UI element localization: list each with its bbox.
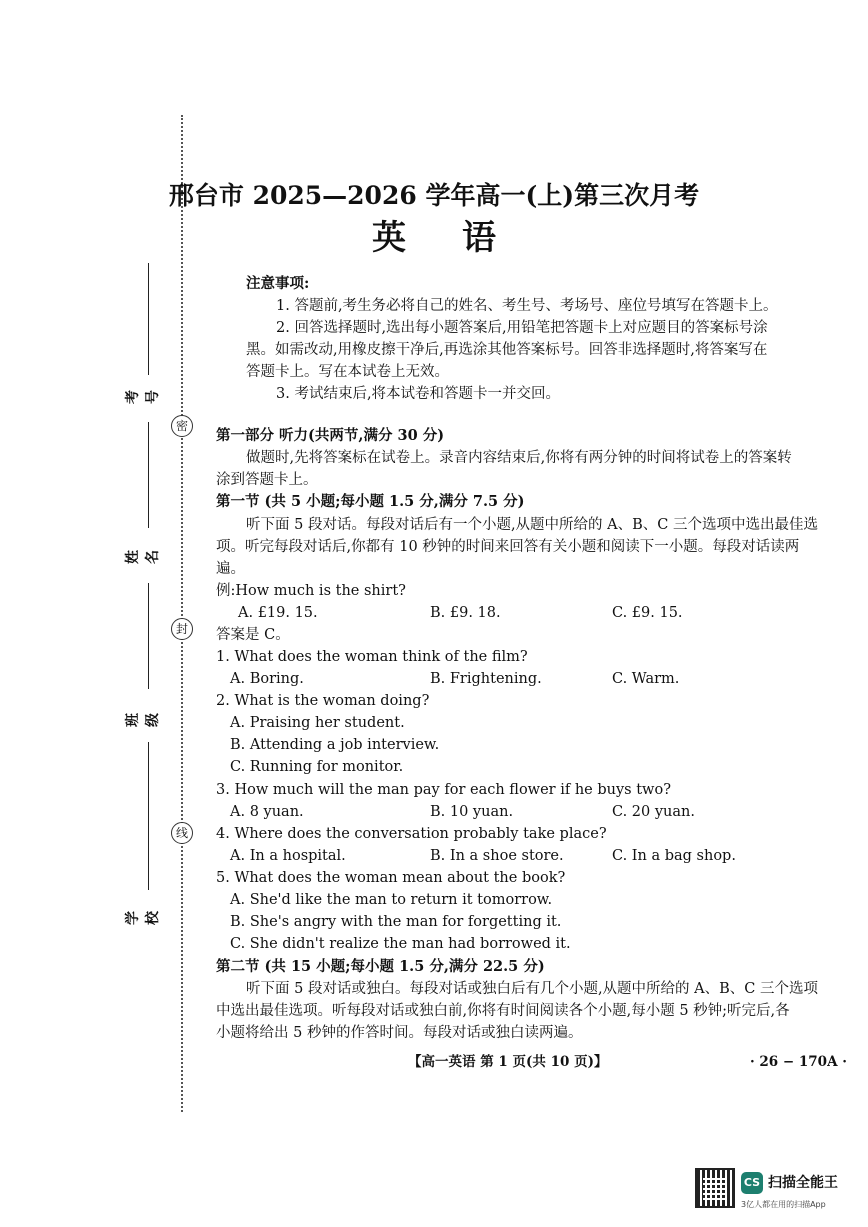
part1-intro: 做题时,先将答案标在试卷上。录音内容结束后,你将有两分钟的时间将试卷上的答案转 (246, 450, 792, 466)
question-4-option-b: B. In a shoe store. (430, 848, 564, 864)
question-2-option-b: B. Attending a job interview. (230, 737, 440, 753)
example-question: 例:How much is the shirt? (216, 583, 406, 599)
question-4-option-a: A. In a hospital. (230, 848, 346, 864)
exam-number-line (148, 263, 149, 375)
name-label: 姓名 (125, 550, 161, 564)
question-2-option-c: C. Running for monitor. (230, 759, 404, 775)
paper-code: · 26 − 170A · (750, 1054, 847, 1070)
section2-intro-end: 小题将给出 5 秒钟的作答时间。每段对话或独白读两遍。 (216, 1025, 583, 1041)
notice-heading: 注意事项: (246, 275, 310, 292)
example-option-b: B. £9. 18. (430, 605, 501, 621)
exam-title: 邢台市 2025—2026 学年高一(上)第三次月考 (168, 181, 700, 210)
example-option-a: A. £19. 15. (238, 605, 318, 621)
class-line (148, 583, 149, 689)
name-line (148, 422, 149, 528)
section2-heading: 第二节 (共 15 小题;每小题 1.5 分,满分 22.5 分) (216, 958, 545, 975)
question-5-option-c: C. She didn't realize the man had borrowed it. (230, 936, 571, 952)
section2-intro-cont: 中选出最佳选项。听每段对话或独白前,你将有时间阅读各个小题,每小题 5 秒钟;听完后,各 (216, 1003, 790, 1019)
subject-title: 英语 (372, 218, 552, 258)
binding-dotted-line (181, 115, 183, 1112)
notice-item-2-end: 答题卡上。写在本试卷上无效。 (246, 364, 449, 380)
question-3-option-a: A. 8 yuan. (230, 804, 304, 820)
class-label: 班级 (125, 713, 161, 727)
school-label: 学校 (125, 911, 161, 925)
section1-heading: 第一节 (共 5 小题;每小题 1.5 分,满分 7.5 分) (216, 493, 525, 510)
camscanner-slogan: 3亿人都在用的扫描App (741, 1200, 826, 1209)
question-5-option-a: A. She'd like the man to return it tomorrow. (230, 892, 553, 908)
camscanner-name: 扫描全能王 (768, 1175, 838, 1191)
section1-intro-cont: 项。听完每段对话后,你都有 10 秒钟的时间来回答有关小题和阅读下一小题。每段对话读两 (216, 539, 800, 555)
question-2-option-a: A. Praising her student. (230, 715, 405, 731)
question-1-option-b: B. Frightening. (430, 671, 542, 687)
notice-item-1: 1. 答题前,考生务必将自己的姓名、考生号、考场号、座位号填写在答题卡上。 (276, 298, 778, 314)
section1-intro-end: 遍。 (216, 561, 245, 577)
example-option-c: C. £9. 15. (612, 605, 683, 621)
part1-intro-cont: 涂到答题卡上。 (216, 472, 318, 488)
part1-heading: 第一部分 听力(共两节,满分 30 分) (216, 427, 445, 444)
example-answer: 答案是 C。 (216, 627, 290, 643)
seal-mark-mi: 密 (171, 415, 193, 437)
question-4: 4. Where does the conversation probably take place? (216, 826, 607, 842)
question-5: 5. What does the woman mean about the book? (216, 870, 566, 886)
question-4-option-c: C. In a bag shop. (612, 848, 736, 864)
question-3: 3. How much will the man pay for each flower if he buys two? (216, 782, 671, 798)
exam-number-label: 考号 (125, 390, 161, 404)
question-1-option-c: C. Warm. (612, 671, 680, 687)
qr-code-icon (695, 1168, 735, 1208)
question-1-option-a: A. Boring. (230, 671, 304, 687)
page-footer: 【高一英语 第 1 页(共 10 页)】 (408, 1054, 608, 1070)
section1-intro: 听下面 5 段对话。每段对话后有一个小题,从题中所给的 A、B、C 三个选项中选出最佳选 (246, 517, 818, 533)
camscanner-logo-icon: CS (741, 1172, 763, 1194)
question-3-option-c: C. 20 yuan. (612, 804, 695, 820)
question-3-option-b: B. 10 yuan. (430, 804, 514, 820)
question-2: 2. What is the woman doing? (216, 693, 430, 709)
question-1: 1. What does the woman think of the film? (216, 649, 528, 665)
seal-mark-xian: 线 (171, 822, 193, 844)
notice-item-2-cont: 黑。如需改动,用橡皮擦干净后,再选涂其他答案标号。回答非选择题时,将答案写在 (246, 342, 768, 358)
notice-item-3: 3. 考试结束后,将本试卷和答题卡一并交回。 (276, 386, 561, 402)
notice-item-2: 2. 回答选择题时,选出每小题答案后,用铅笔把答题卡上对应题目的答案标号涂 (276, 320, 768, 336)
school-line (148, 742, 149, 890)
section2-intro: 听下面 5 段对话或独白。每段对话或独白后有几个小题,从题中所给的 A、B、C 三个选项 (246, 981, 818, 997)
question-5-option-b: B. She's angry with the man for forgetting it. (230, 914, 562, 930)
seal-mark-feng: 封 (171, 618, 193, 640)
